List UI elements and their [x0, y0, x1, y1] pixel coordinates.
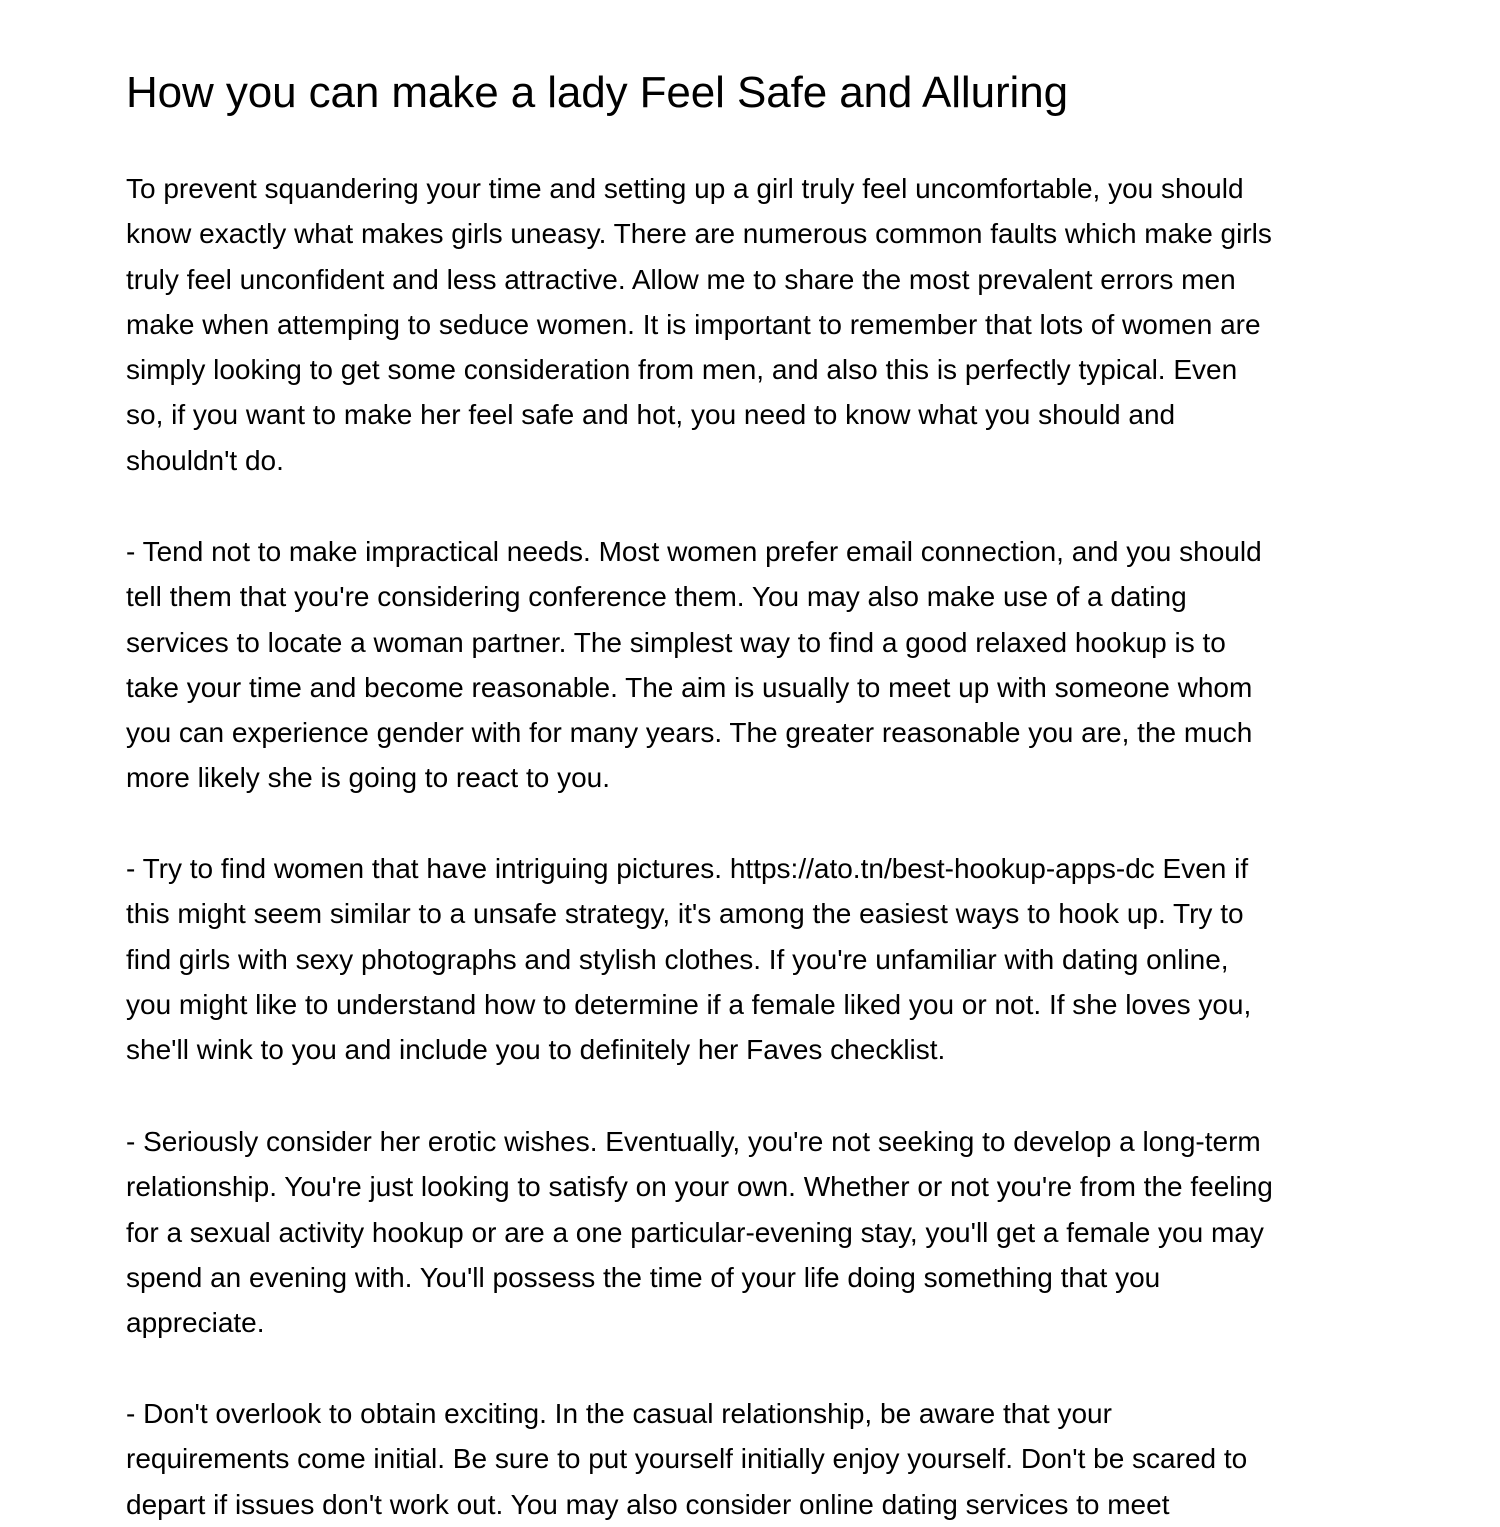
text-line: services to locate a woman partner. The simplest way to find a good relaxed hookup is to	[126, 626, 1226, 658]
text-line: - Don't overlook to obtain exciting. In the casual relationship, be aware that your	[126, 1398, 1112, 1429]
text-line: this might seem similar to a unsafe strategy, it's among the easiest ways to hook up. Try to	[126, 898, 1244, 930]
text-line: shouldn't do.	[126, 444, 284, 476]
paragraph-intro	[126, 166, 1272, 483]
text-line: spend an evening with. You'll possess the time of your life doing something that you	[126, 1261, 1161, 1293]
paragraph-tip-pictures	[126, 846, 1251, 1072]
text-line: you can experience gender with for many years. The greater reasonable you are, the much	[126, 717, 1253, 749]
text-line: relationship. You're just looking to satisfy on your own. Whether or not you're from the feeling	[126, 1171, 1273, 1203]
text-line: requirements come initial. Be sure to put yourself initially enjoy yourself. Don't be scared to	[126, 1443, 1248, 1475]
text-line: tell them that you're considering conference them. You may also make use of a dating	[126, 581, 1187, 613]
text-line: - Tend not to make impractical needs. Most women prefer email connection, and you should	[126, 536, 1262, 567]
text-line: appreciate.	[126, 1307, 265, 1339]
text-line: find girls with sexy photographs and stylish clothes. If you're unfamiliar with dating online,	[126, 943, 1229, 975]
paragraph-tip-exciting	[126, 1391, 1247, 1527]
text-line: simply looking to get some consideration from men, and also this is perfectly typical. Even	[126, 354, 1238, 386]
text-line: - Seriously consider her erotic wishes. Eventually, you're not seeking to develop a long-term	[126, 1126, 1261, 1157]
text-line: you might like to understand how to determine if a female liked you or not. If she loves you,	[126, 988, 1252, 1020]
paragraph-tip-wishes	[126, 1119, 1273, 1345]
text-line: take your time and become reasonable. The aim is usually to meet up with someone whom	[126, 671, 1253, 703]
text-line: make when attemping to seduce women. It is important to remember that lots of women are	[126, 308, 1261, 340]
text-line: she'll wink to you and include you to definitely her Faves checklist.	[126, 1034, 946, 1066]
paragraph-tip-impractical-needs	[126, 529, 1262, 801]
text-line: for a sexual activity hookup or are a one particular-evening stay, you'll get a female you may	[126, 1216, 1264, 1248]
text-line: - Try to find women that have intriguing pictures. https://ato.tn/best-hookup-apps-dc Even if	[126, 853, 1249, 884]
text-line: more likely she is going to react to you.	[126, 762, 611, 794]
text-line: so, if you want to make her feel safe and hot, you need to know what you should and	[126, 399, 1176, 431]
text-line: know exactly what makes girls uneasy. There are numerous common faults which make girls	[126, 218, 1272, 250]
text-line: To prevent squandering your time and setting up a girl truly feel uncomfortable, you should	[126, 173, 1244, 204]
document-title: How you can make a lady Feel Safe and Alluring	[126, 68, 1068, 117]
text-line: truly feel unconfident and less attractive. Allow me to share the most prevalent errors men	[126, 263, 1236, 295]
text-line: depart if issues don't work out. You may also consider online dating services to meet	[126, 1488, 1170, 1520]
